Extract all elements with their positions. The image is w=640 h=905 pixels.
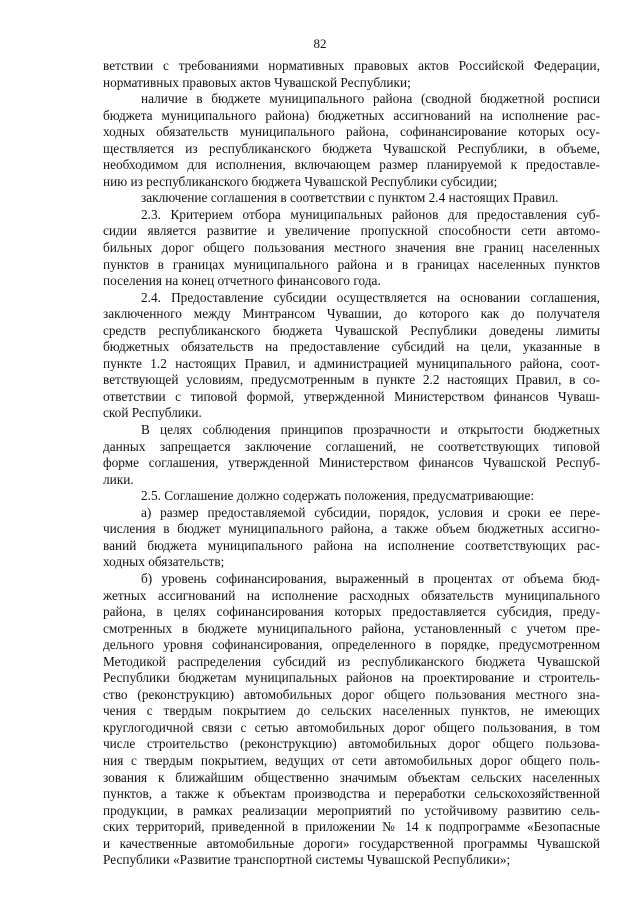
text-line: Методикой распределения субсидий из республиканского бюджета Чувашской (103, 653, 600, 669)
text-line: нормативных правовых актов Чувашской Республики; (103, 74, 411, 90)
text-line: 2.4. Предоставление субсидии осуществляется на основании соглашения, (141, 289, 600, 305)
text-line: района, в целях софинансирования которых предоставляется субсидия, преду- (103, 604, 600, 620)
text-line: В целях соблюдения принципов прозрачности и открытости бюджетных (141, 422, 600, 438)
text-line: ния с твердым покрытием, ведущих от сети автомобильных дорог общего поль- (103, 752, 600, 768)
text-line: ваний бюджета муниципального района на исполнение соответствующих рас- (103, 537, 600, 553)
text-line: круглогодичной связи с сетью автомобильных дорог общего пользования, в том (103, 719, 600, 735)
text-line: 2.3. Критерием отбора муниципальных районов для предоставления суб- (141, 206, 600, 222)
text-line: нию из республиканского бюджета Чувашской Республики субсидии; (103, 173, 498, 189)
text-line: ходных обязательств муниципального района, софинансирование которых осу- (103, 124, 600, 140)
text-line: ской Республики. (103, 405, 202, 421)
text-line: 2.5. Соглашение должно содержать положения, предусматривающие: (141, 488, 535, 504)
text-line: дельного уровня софинансирования, определенного в порядке, предусмотренном (103, 637, 600, 653)
text-line: ветствующей условиям, предусмотренным в пункте 2.2 настоящих Правил, в со- (103, 372, 600, 388)
text-line: поселения на конец отчетного финансового года. (103, 273, 381, 289)
text-line: ство (реконструкцию) автомобильных дорог общего пользования местного зна- (103, 686, 600, 702)
text-line: и качественные автомобильные дороги» государственной программы Чувашской (103, 835, 600, 851)
text-line: пункте 1.2 настоящих Правил, и администрацией муниципального района, соот- (103, 355, 600, 371)
text-line: необходимом для исполнения, включающем размер планируемой к предоставле- (103, 157, 600, 173)
text-line: продукции, в рамках реализации мероприятий по устойчивому развитию сель- (103, 802, 600, 818)
text-line: Республики «Развитие транспортной системы Чувашской Республики»; (103, 852, 511, 868)
text-line: наличие в бюджете муниципального района (сводной бюджетной росписи (141, 91, 600, 107)
text-line: чения с твердым покрытием до сельских населенных пунктов, не имеющих (103, 703, 600, 719)
text-line: бильных дорог общего пользования местного значения вне границ населенных (103, 240, 600, 256)
text-line: ветствии с требованиями нормативных правовых актов Российской Федерации, (103, 58, 600, 73)
text-line: форме соглашения, утвержденной Министерством финансов Чувашской Респуб- (103, 455, 600, 471)
text-line: заключенного между Минтрансом Чувашии, до которого как до получателя (103, 306, 600, 322)
body-text (103, 58, 600, 869)
text-line: смотренных в бюджете муниципального района, установленный с учетом пре- (103, 620, 600, 636)
text-line: заключение соглашения в соответствии с пунктом 2.4 настоящих Правил. (141, 190, 559, 206)
text-line: лики. (103, 471, 134, 487)
text-line: пунктов, а также к объектам производства и переработки сельскохозяйственной (103, 786, 600, 802)
text-line: зования к ближайшим общественно значимым объектам сельских населенных (103, 769, 600, 785)
text-line: ответствии с типовой формой, утвержденной Министерством финансов Чуваш- (103, 388, 600, 404)
text-line: Республики бюджетам муниципальных районов на проектирование и строитель- (103, 670, 600, 686)
text-line: средств республиканского бюджета Чувашской Республики доведены лимиты (103, 322, 600, 338)
page-number: 82 (313, 36, 327, 51)
text-line: б) уровень софинансирования, выраженный в процентах от объема бюд- (141, 570, 600, 586)
text-line: ществляется из республиканского бюджета Чувашской Республики, в объеме, (103, 140, 600, 156)
text-line: ских территорий, приведенной в приложении № 14 к подпрограмме «Безопасные (103, 819, 600, 835)
text-line: а) размер предоставляемой субсидии, порядок, условия и сроки ее пере- (141, 504, 600, 520)
text-line: сидии является развитие и увеличение пропускной способности сети автомо- (103, 223, 600, 239)
text-line: бюджетных обязательств на предоставление субсидий на цели, указанные в (103, 339, 600, 355)
text-line: бюджета муниципального района) бюджетных ассигнований на исполнение рас- (103, 107, 600, 123)
text-line: жетных ассигнований на исполнение расходных обязательств муниципального (103, 587, 600, 603)
text-line: числе строительство (реконструкцию) автомобильных дорог общего пользова- (103, 736, 600, 752)
text-line: пунктов в границах муниципального района и в границах населенных пунктов (103, 256, 600, 272)
text-line: данных запрещается заключение соглашений, не соответствующих типовой (103, 438, 600, 454)
text-line: числения в бюджет муниципального района, а также объем бюджетных ассигно- (103, 521, 600, 537)
text-line: ходных обязательств; (103, 554, 225, 570)
